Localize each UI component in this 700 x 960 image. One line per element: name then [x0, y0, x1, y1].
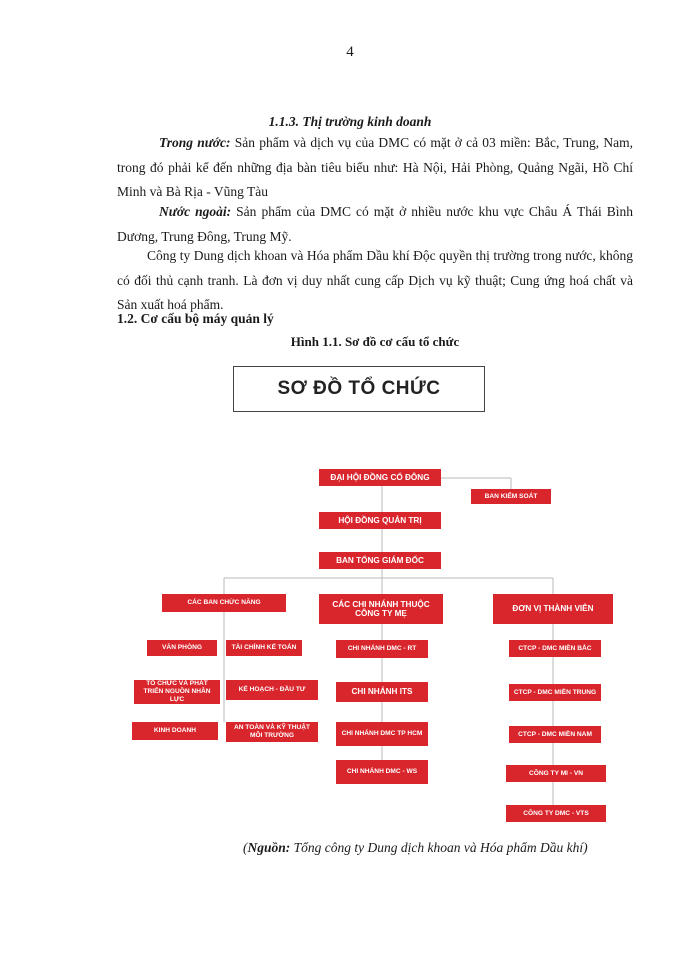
paragraph-monopoly: Công ty Dung dịch khoan và Hóa phẩm Dầu khí Độc quyền thị trường trong nước, không có đối thủ cạnh tranh. Là đơn vị duy nhất cung cấp Dịch vụ kỹ thuật; Cung ứng hoá chất và Sản xuất hoá phẩm. — [117, 248, 633, 312]
box-mem-central: CTCP - DMC MIỀN TRUNG — [509, 684, 601, 701]
source-text: Tổng công ty Dung dịch khoan và Hóa phẩm Dầu khí) — [290, 840, 588, 855]
box-management: BAN TỔNG GIÁM ĐỐC — [319, 552, 441, 569]
box-hr: TỔ CHỨC VÀ PHÁT TRIỂN NGUỒN NHÂN LỰC — [134, 680, 220, 704]
foreign-lead: Nước ngoài: — [159, 204, 232, 219]
box-members: ĐƠN VỊ THÀNH VIÊN — [493, 594, 613, 624]
domestic-text: Sản phẩm và dịch vụ của DMC có mặt ở cả 03 miền: Bắc, Trung, Nam, trong đó phải kể đến những địa bàn tiêu biểu như: Hà Nội, Hải Phòng, Quảng Ngãi, Hồ Chí Minh và Bà Rịa - Vũng Tàu — [117, 135, 633, 199]
box-planning: KẾ HOẠCH - ĐẦU TƯ — [226, 680, 318, 700]
box-office: VĂN PHÒNG — [147, 640, 217, 656]
box-safety: AN TOÀN VÀ KỸ THUẬT MÔI TRƯỜNG — [226, 722, 318, 742]
domestic-lead: Trong nước: — [159, 135, 231, 150]
foreign-text: Sản phẩm của DMC có mặt ở nhiều nước khu vực Châu Á Thái Bình Dương, Trung Đông, Trung Mỹ. — [117, 204, 634, 244]
box-func-depts: CÁC BAN CHỨC NĂNG — [162, 594, 286, 612]
box-mem-vts: CÔNG TY DMC - VTS — [506, 805, 606, 822]
figure-caption: Hình 1.1. Sơ đồ cơ cấu tổ chức — [290, 334, 460, 349]
box-shareholders: ĐẠI HỘI ĐỒNG CỔ ĐÔNG — [319, 469, 441, 486]
box-mem-mivn: CÔNG TY MI - VN — [506, 765, 606, 782]
box-mem-north: CTCP - DMC MIỀN BẮC — [509, 640, 601, 657]
box-branch-hcm: CHI NHÁNH DMC TP HCM — [336, 722, 428, 746]
page-number: 4 — [346, 44, 354, 60]
source-lead: Nguồn: — [247, 840, 291, 855]
section-heading: 1.1.3. Thị trường kinh doanh — [268, 114, 432, 129]
source-note — [243, 840, 588, 856]
box-mem-south: CTCP - DMC MIỀN NAM — [509, 726, 601, 743]
org-chart-title: SƠ ĐỒ TỔ CHỨC — [233, 366, 485, 412]
subsection-heading: 1.2. Cơ cấu bộ máy quản lý — [117, 311, 274, 326]
box-supervisory: BAN KIỂM SOÁT — [471, 489, 551, 504]
box-business: KINH DOANH — [132, 722, 218, 740]
box-branch-ws: CHI NHÁNH DMC - WS — [336, 760, 428, 784]
source-open-paren: ( — [243, 840, 248, 855]
box-board: HỘI ĐỒNG QUẢN TRỊ — [319, 512, 441, 529]
box-branch-rt: CHI NHÁNH DMC - RT — [336, 640, 428, 658]
box-branches: CÁC CHI NHÁNH THUỘC CÔNG TY MẸ — [319, 594, 443, 624]
box-branch-its: CHI NHÁNH ITS — [336, 682, 428, 702]
box-finance: TÀI CHÍNH KẾ TOÁN — [226, 640, 302, 656]
